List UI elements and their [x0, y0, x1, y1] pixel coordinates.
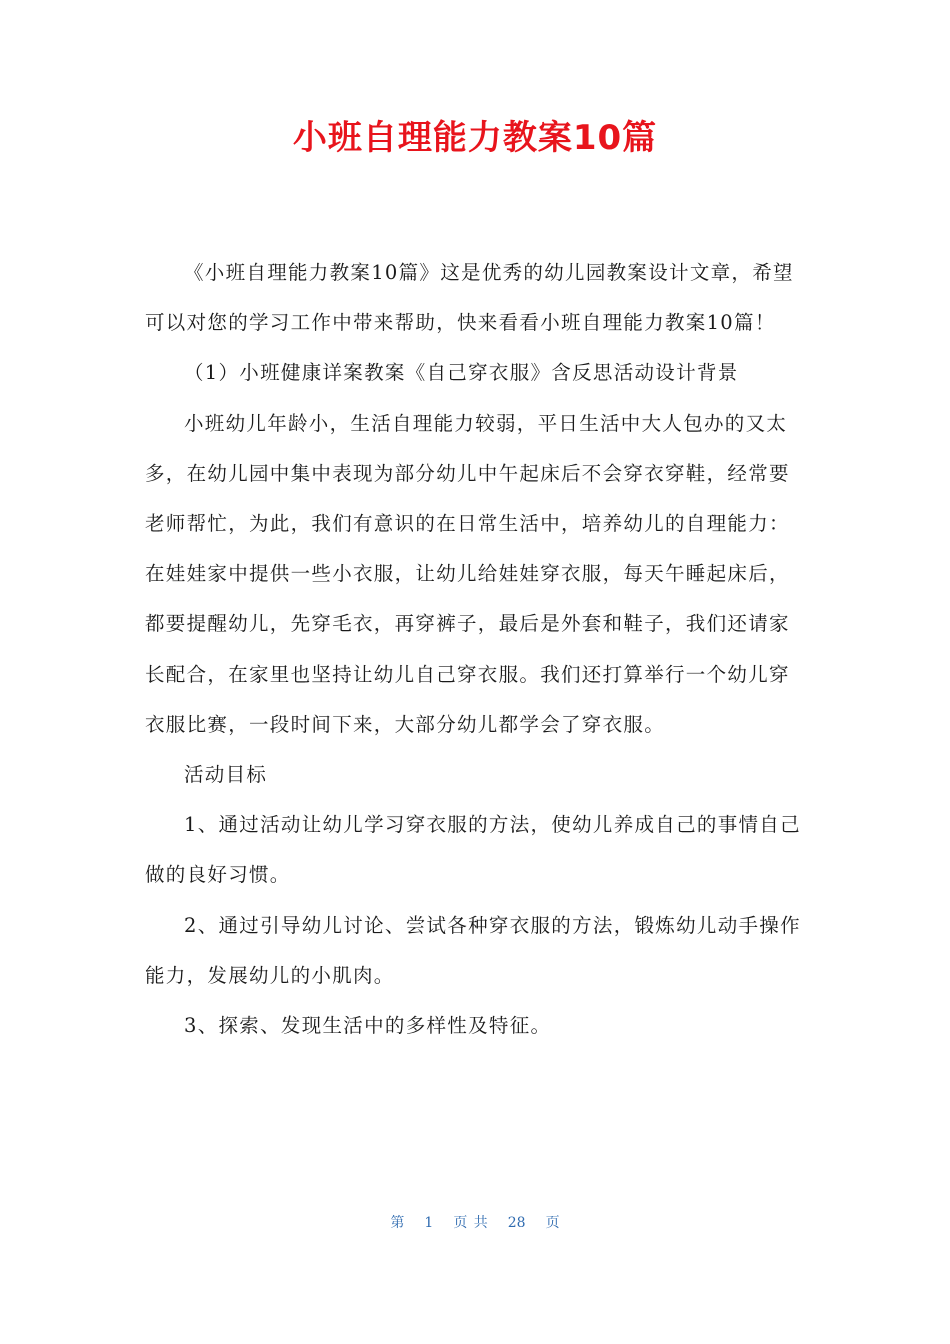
goal-item-2: 2、通过引导幼儿讨论、尝试各种穿衣服的方法，锻炼幼儿动手操作能力，发展幼儿的小肌肉。 [145, 913, 801, 987]
footer-total-pages: 28 [507, 1215, 526, 1231]
goal-item-3: 3、探索、发现生活中的多样性及特征。 [184, 1014, 552, 1038]
page-footer [0, 1212, 950, 1232]
document-title: 小班自理能力教案10篇 [292, 118, 658, 158]
intro-paragraph: 《小班自理能力教案10篇》这是优秀的幼儿园教案设计文章，希望可以对您的学习工作中带来帮助，快来看看小班自理能力教案10篇！ [145, 261, 794, 335]
footer-end-label: 页 [545, 1215, 560, 1231]
document-body [145, 248, 810, 1051]
footer-current-page: 1 [424, 1215, 434, 1231]
goal-item-1: 1、通过活动让幼儿学习穿衣服的方法，使幼儿养成自己的事情自己做的良好习惯。 [145, 813, 801, 887]
background-paragraph: 小班幼儿年龄小，生活自理能力较弱，平日生活中大人包办的又太多，在幼儿园中集中表现为部分幼儿中午起床后不会穿衣穿鞋，经常要老师帮忙，为此，我们有意识的在日常生活中，培养幼儿的自理能力：在娃娃家中提供一些小衣服，让幼儿给娃娃穿衣服，每天午睡起床后，都要提醒幼儿，先穿毛衣，再穿裤子，最后是外套和鞋子，我们还请家长配合，在家里也坚持让幼儿自己穿衣服。我们还打算举行一个幼儿穿衣服比赛，一段时间下来，大部分幼儿都学会了穿衣服。 [145, 411, 790, 736]
goals-heading: 活动目标 [184, 763, 268, 787]
footer-page-label: 第 [390, 1215, 405, 1231]
footer-total-label: 页 共 [453, 1215, 488, 1231]
section-heading: （1）小班健康详案教案《自己穿衣服》含反思活动设计背景 [184, 361, 739, 385]
